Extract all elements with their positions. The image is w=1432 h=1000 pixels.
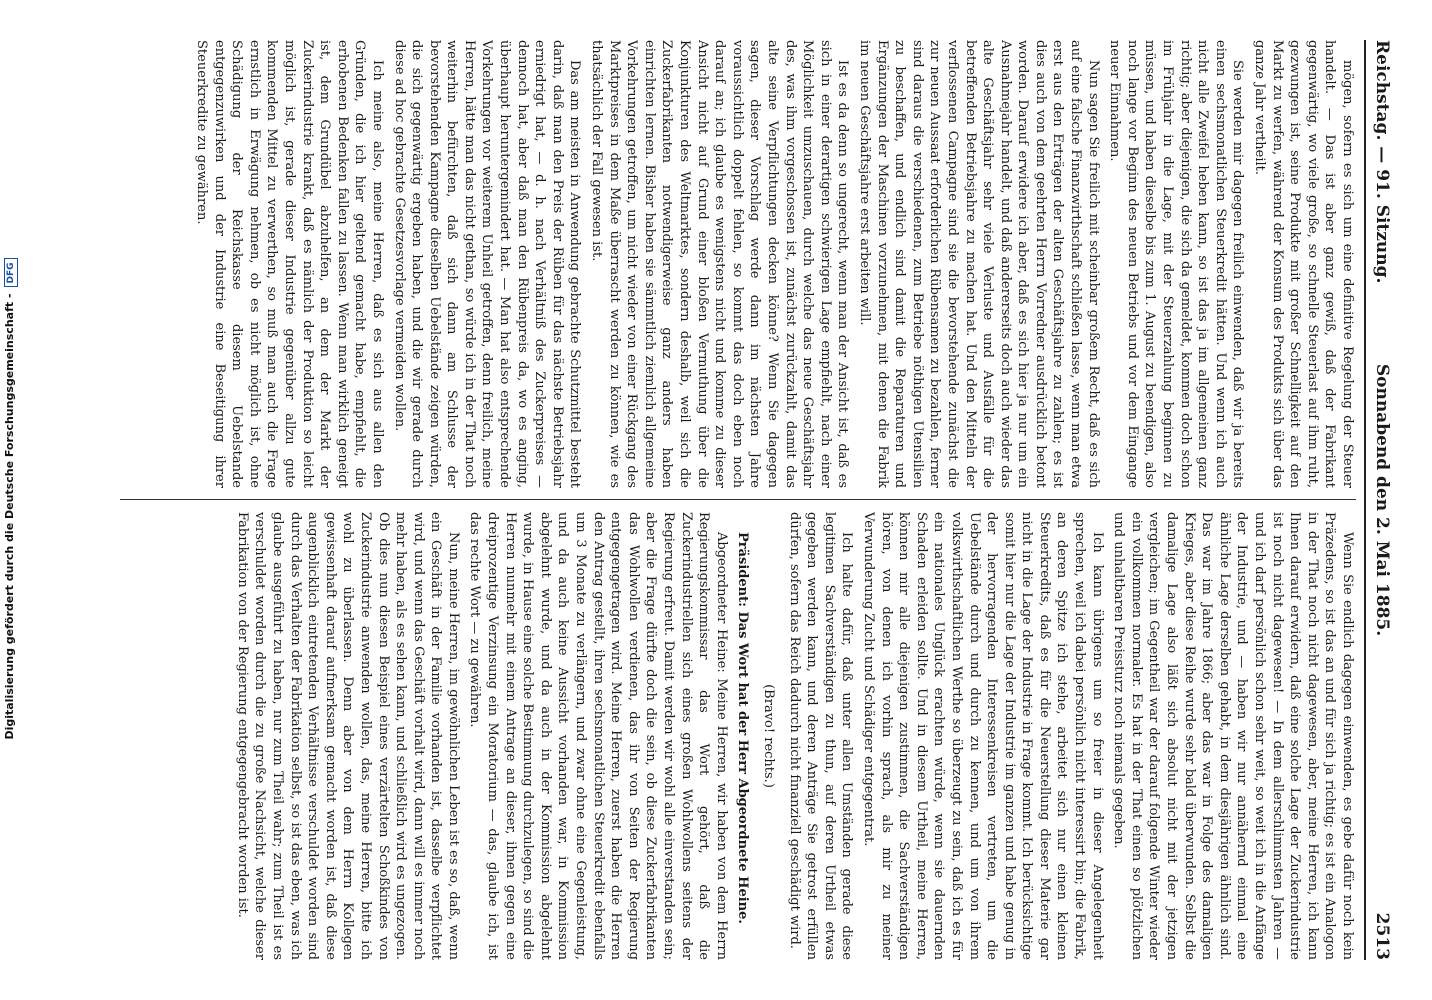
paragraph: Sie werden mir dagegen freilich einwenden, daß wir ja bereits einen sechsmonatlichen Steuerkredit hätten. Und wenn ich auch nicht alle Zweifel heben kann, so ist das ja im allgemeinen ganz richtig; aber diejenigen, die sich da gemeldet, kommen doch schon im Frühjahr in die Lage, mit der Steuerzahlung beginnen zu müssen, und haben dieselbe bis zum 1. August zu beendigen, also noch lange vor Beginn des neuen Betriebs und vor dem Eingange neuer Einnahmen. <box>1107 40 1246 488</box>
applause-note: (Bravo! rechts.) <box>761 684 776 788</box>
speaker-line: Präsident: Das Wort hat der Herr Abgeordnete Heine. <box>735 532 751 924</box>
credit-text: Digitalisierung gefördert durch die Deutsche Forschungsgemeinschaft - <box>3 293 16 740</box>
paragraph: Ist es da denn so ungerecht, wenn man der Ansicht ist, daß es sich in einer derartigen schwierigen Lage empfiehlt, nach einer Möglichkeit umzuschauen, durch welche das neue Geschäftsjahr des, was ihm vorgeschossen ist, zunächst zurückzahlt, damit das alte seine Verpflichtungen decken könne? Wenn Sie dagegen sagen, dieser Vorschlag werde dann im nächsten Jahre voraussichtlich doppelt fehlen, so kommt das doch eben noch darauf an; ich glaube es wenigstens nicht und komme zu dieser Ansicht nicht auf Grund einer bloßen Vermuthung über die Konjunkturen des Weltmarktes, sondern deshalb, weil sich die Zuckerfabrikanten notwendigerweise ganz anders haben einrichten lernen. Bisher haben sie sämmtlich ziemlich allgemeine Vorkehrungen getroffen, um nicht wieder von einer Rückgang des Marktpreises in dem Maße überrascht werden zu können, wie es thatsächlich der Fall gewesen ist. <box>589 40 851 488</box>
running-head-date: Sonnabend den 2. Mai 1885. <box>1372 363 1392 637</box>
paragraph: Ich meine also, meine Herren, daß es sich aus allen den Gründen, die ich hier geltend gemacht habe, empfiehlt, die erhobenen Bedenken fallen zu lassen. Wenn man wirklich geneigt ist, dem Grundübel abzuhelfen, an dem der Markt der Zuckerindustrie krankt, daß es nämlich der Produktion so leicht möglich ist, gerade dieser Industrie gegenüber allzu gute kommenden Mittel zu verwerthen, so muß man auch die Frage ernstlich in Erwägung nehmen, ob es nicht möglich ist, ohne Schädigung der Reichskasse diesem Uebelstande entgegenzuwirken und der Industrie eine Beseitigung ihrer Steuerkredite zu gewähren. <box>194 40 385 488</box>
running-head <box>1364 40 1394 960</box>
paragraph: Nun, meine Herren, im gewöhnlichen Leben ist es so, daß, wenn ein Geschäft in der Familie vorhanden ist, dasselbe verpflichtet wird, und wenn das Geschäft vorhalt wird, dann will es immer noch mehr haben, als es sehen kann, und schließlich wird es ungezogen. Ob dies nun diesen Beispiel eines verzärtelten Schoßkindes von Zuckerindustrie anwenden wollen, das, meine Herren, bitte ich wohl zu überlassen. Denn aber von dem Herrn Kollegen gewissenhaft darauf aufmerksam gemacht worden ist, daß diese augenblicklich eintretenden Verhältnisse verschuldet worden sind durch das Verhalten der Fabrikation selbst, so ist das eben, was ich glaube ausgeführt zu haben, nur zum Theil wahr; zum Theil ist es verschuldet worden durch die zu große Nachsicht, welche dieser Fabrikation von der Regierung entgegengebracht worden ist. <box>234 512 461 960</box>
page-number: 2513 <box>1372 912 1392 960</box>
digitization-credit <box>2 6 18 992</box>
running-head-left: Reichstag. — 91. Sitzung. <box>1372 40 1392 284</box>
page-content-rotated <box>100 20 1400 980</box>
right-column <box>120 512 1356 960</box>
paragraph: Abgeordneter Heine: Meine Herren, wir haben von dem Herrn Regierungskommissar das Wort gehört, daß die Zuckerindustriellen sich eines großen Wohlwollens seitens der Regierung erfreut. Damit werden wir wohl alle einverstanden sein; aber die Frage dürfte doch die sein, ob diese Zuckerfabrikanten das Wohlwollen verdienen, das ihr von Seiten der Regierung entgegengetragen wird. Meine Herren, zuerst haben die Herren den Antrag gestellt, ihren sechsmonatlichen Steuerkredit ebenfalls um 3 Monate zu verlängern, und zwar ohne eine Gegenleistung, und da auch keine Aussicht vorhanden war, in Kommission abgelehnt wurde, und da auch in der Kommission abgelehnt wurde, in Hause eine solche Bestimmung durchzulegen, so sind die Herren nunmehr mit einem Antrage an dieser, ihnen gegen eine dreiprozentige Verzinsung ein Moratorium — das, glaube ich, ist das rechte Wort — zu gewähren. <box>467 512 729 960</box>
left-column <box>120 40 1356 488</box>
paragraph: Wenn Sie endlich dagegen einwenden, es gebe dafür noch kein Präzedens, so ist das an und für sich ja richtig; es ist ein Analogon in der That noch nicht dagewesen, aber, meine Herren, ich kann Ihnen darauf erwidern, daß eine solche Lage der Zuckerindustrie ist noch nicht dagewesen! — In dem allerschlimmsten Jahren — und ich darf persönlich schon sehr weit, so weit ich in die Anfänge der Industrie, und — haben wir nur annähernd einmal eine ähnliche Lage derselben gehabt, in dem diesjährigen ähnlich sind. Das war im Jahre 1866; aber das war in Folge des damaligen Krieges, aber diese Reihe wurde sehr bald überwunden. Selbst die damalige Lage also läßt sich absolut nicht mit der jetzigen vergleichen; im Gegentheil war der darauf folgende Winter wieder ein vollkommen normaler. Es hat in der That einen so plötzlichen und unhaltbaren Preissturz noch niemals gegeben. <box>1111 512 1355 960</box>
paragraph: Ich halte dafür, daß unter allen Umständen gerade diese legitimen Sachverständigen zu thun, auf deren Urtheil etwas gegeben werden kann, und deren Anträge Sie getrost erfüllen dürfen, sofern das Reich dadurch nicht finanziell geschädigt wird. <box>786 512 855 960</box>
dfg-logo: DFG <box>4 258 18 287</box>
digitization-credit-strip <box>0 0 20 1000</box>
scanned-page <box>100 20 1400 980</box>
paragraph: Nun sagen Sie freilich mit scheinbar großem Recht, daß es sich auf eine falsche Finanzwirthschaft schließen lasse, wenn man etwa erst aus den Erträgen der alten Geschäftsjahre zu zahlen; es ist dies auch von dem geehrten Herrn Vorredner ausdrücklich betont worden. Darauf erwidere ich aber, daß es sich hier ja nur um ein Ausnahmejahr handelt, und daß andererseits doch auch wieder das alte Geschäftsjahr sehr viele Verluste und Ausfälle für die betreffenden Betriebsjahre zu machen hat. Und den Mitteln der verflossenen Campagne sind sie die bevorstehende zunächst die zur neuen Aussaat erforderlichen Rübensamen zu bezahlen, ferner sind daraus die verschiedenen, zum Betriebe nöthigen Utensilien zu beschaffen, und endlich sind damit die Reparaturen und Ergänzungen der Maschinen vorzunehmen, mit denen die Fabrik im neuen Geschäftsjahre erst arbeiten will. <box>856 40 1101 488</box>
paragraph: Ich kann übrigens um so freier in dieser Angelegenheit sprechen, weil ich dabei persönlich nicht interessirt bin; die Fabrik, an deren Spitze ich stehe, arbeitet sich nur einen kleinen Steuerkredits, daß es für die Neuerstellung dieser Materie gar nicht in die Lage der Industrie in Frage kommt. Ich berücksichtige somit hier nur die Lage der Industrie im ganzen und habe genug in der hervorragenden Interessenkreisen vertreten, um die Uebelstände durch und durch zu kennen, und um von ihrem volkswirthschaftlichen Werthe so überzeugt zu sein, daß ich es für ein nationales Unglück erachten würde, wenn sie dauernden Schaden erleiden sollte. Und in diesem Urtheil, meine Herren, können mir alle diejenigen zustimmen, die Sachverständigen hören, von denen ich vorhin sprach, als mir zu meiner Verwunderung Zucht und Schädiger entgegentrat. <box>860 512 1105 960</box>
paragraph: Das am meisten in Anwendung gebrachte Schutzmittel besteht darin, daß man den Preis der Rüben für das nächste Betriebsjahr erniedrigt hat, — d. h. nach Verhältniß des Zuckerpreises — dennoch hat, aber daß man den Rübenpreis da, wo es anging, überhaupt heruntergemindert hat. — Man hat also entsprechende Vorkehrungen vor weiterem Unheil getroffen, denn freilich, meine Herren, hätte man das nicht gethan, so würde ich in der That noch weiterhin befürchten, daß sich dann am Schlusse der bevorstehenden Kampagne dieselben Uebelstände zeigen würden, die sich gegenwärtig ergeben haben, und die wir gerade durch diese ad hoc gebrachte Gesetzesvorlage vermeiden wollen. <box>391 40 583 488</box>
paragraph: mögen, sofern es sich um eine definitive Regelung der Steuer handelt. — Das ist aber ganz gewiß, daß der Fabrikant gegenwärtig, wo viele große, so schnelle Steuerlast auf ihm ruht, gezwungen ist, seine Produkte mit großer Schnelligkeit auf den Markt zu werfen, während der Konsum des Produkts sich über das ganze Jahr vertheilt. <box>1252 40 1355 488</box>
column-divider <box>120 499 1356 500</box>
